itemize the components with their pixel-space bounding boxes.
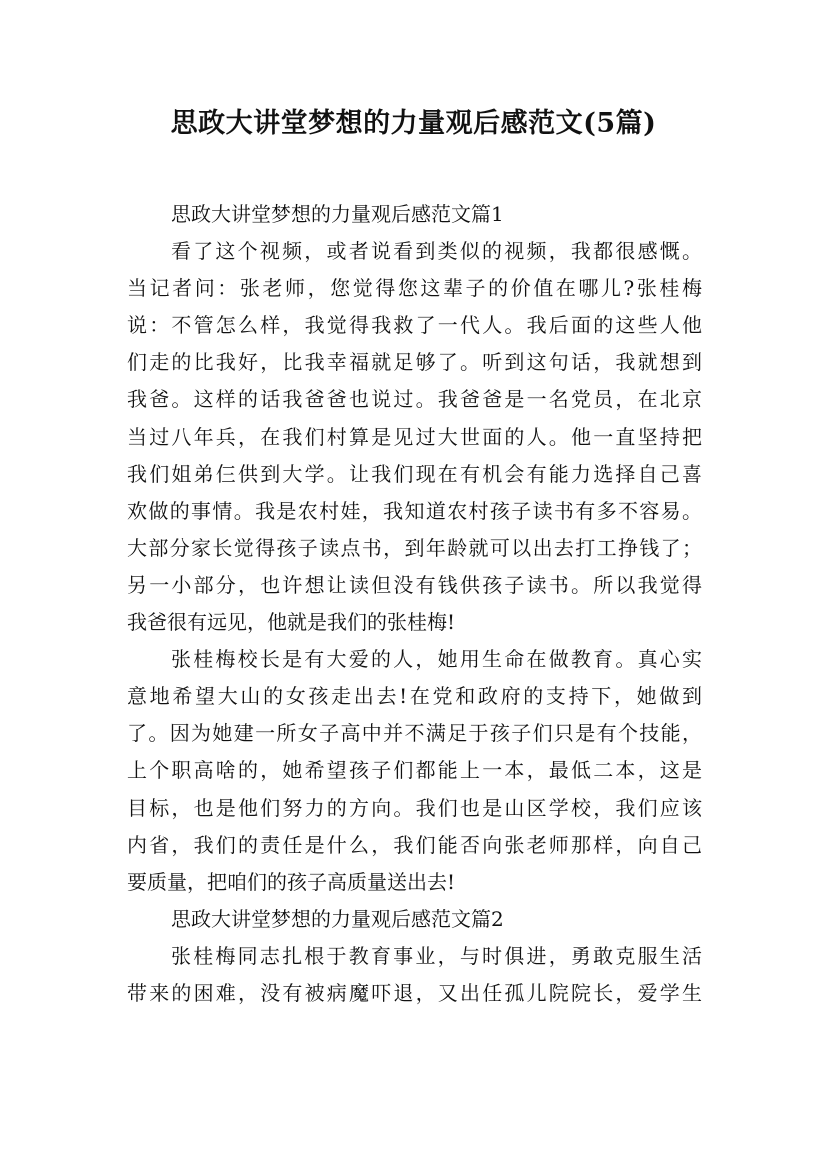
paragraph-line: 另一小部分，也许想让读但没有钱供孩子读书。所以我觉得 <box>127 572 702 597</box>
paragraph-line: 们走的比我好，比我幸福就足够了。听到这句话，我就想到 <box>127 350 702 375</box>
paragraph-line: 了。因为她建一所女子高中并不满足于孩子们只是有个技能， <box>127 721 702 746</box>
paragraph-line: 说：不管怎么样，我觉得我救了一代人。我后面的这些人他 <box>127 313 702 338</box>
paragraph-line: 内省，我们的责任是什么，我们能否向张老师那样，向自己 <box>127 832 702 857</box>
paragraph-line: 大部分家长觉得孩子读点书，到年龄就可以出去打工挣钱了； <box>127 535 702 560</box>
paragraph-line: 意地希望大山的女孩走出去!在党和政府的支持下，她做到 <box>127 684 702 709</box>
document-body <box>127 196 702 1012</box>
paragraph-line: 我爸。这样的话我爸爸也说过。我爸爸是一名党员，在北京 <box>127 387 702 412</box>
paragraph-line: 我们姐弟仨供到大学。让我们现在有机会有能力选择自己喜 <box>127 461 702 486</box>
paragraph-line: 当过八年兵，在我们村算是见过大世面的人。他一直坚持把 <box>127 424 702 449</box>
paragraph-line: 要质量，把咱们的孩子高质量送出去! <box>127 869 456 894</box>
section-heading-1: 思政大讲堂梦想的力量观后感范文篇1 <box>171 202 504 226</box>
paragraph-line: 看了这个视频，或者说看到类似的视频，我都很感慨。 <box>171 239 702 264</box>
section-heading-2: 思政大讲堂梦想的力量观后感范文篇2 <box>171 906 504 931</box>
paragraph-line: 欢做的事情。我是农村娃，我知道农村孩子读书有多不容易。 <box>127 498 702 523</box>
paragraph-line: 张桂梅同志扎根于教育事业，与时俱进，勇敢克服生活 <box>171 943 702 968</box>
paragraph-line: 目标，也是他们努力的方向。我们也是山区学校，我们应该 <box>127 795 702 820</box>
paragraph-line: 带来的困难，没有被病魔吓退，又出任孤儿院院长，爱学生 <box>127 980 702 1005</box>
paragraph-line: 上个职高啥的，她希望孩子们都能上一本，最低二本，这是 <box>127 758 702 783</box>
document-title: 思政大讲堂梦想的力量观后感范文(5篇) <box>170 108 657 139</box>
paragraph-line: 我爸很有远见，他就是我们的张桂梅! <box>127 610 456 635</box>
paragraph-line: 张桂梅校长是有大爱的人，她用生命在做教育。真心实 <box>171 647 702 672</box>
paragraph-line: 当记者问：张老师，您觉得您这辈子的价值在哪儿?张桂梅 <box>127 276 702 301</box>
